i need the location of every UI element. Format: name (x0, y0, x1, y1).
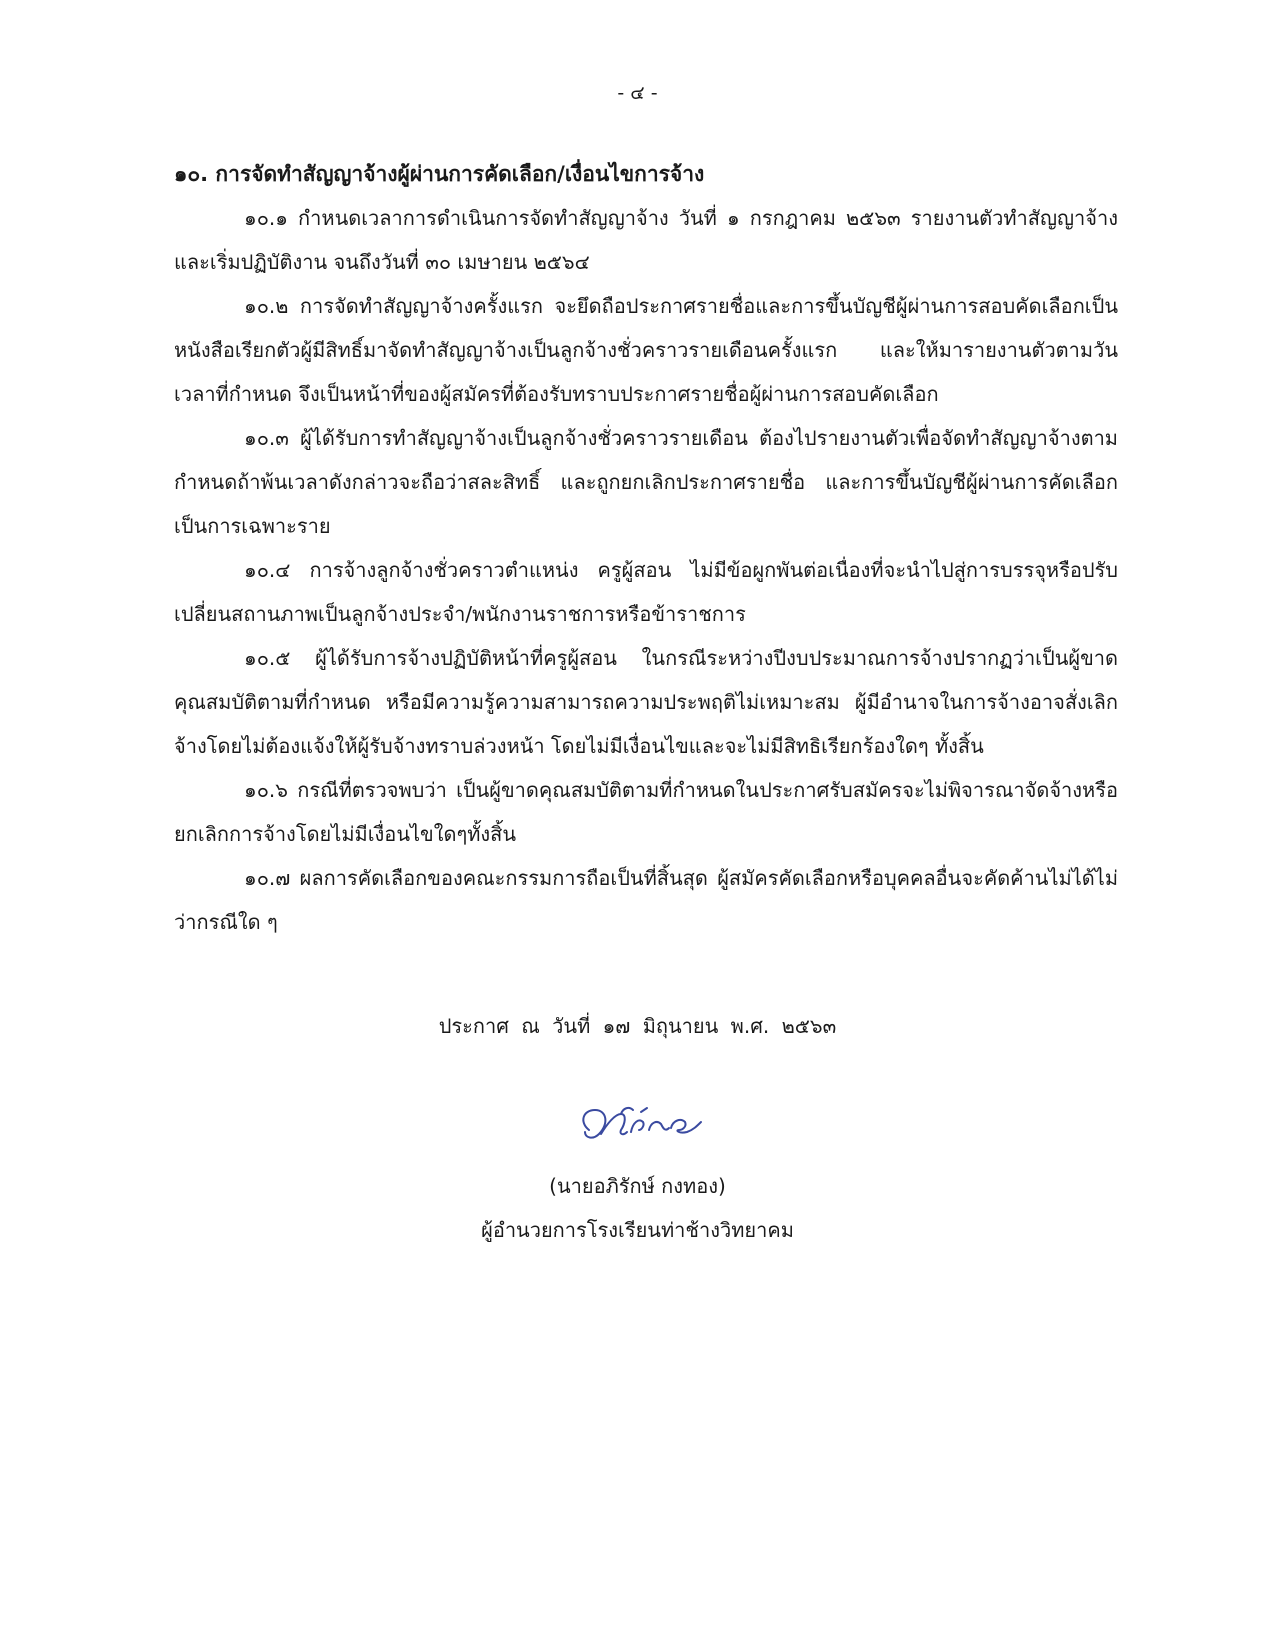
signer-position: ผู้อำนวยการโรงเรียนท่าช้างวิทยาคม (481, 1218, 794, 1242)
announcement-date: ประกาศ ณ วันที่ ๑๗ มิถุนายน พ.ศ. ๒๕๖๓ (438, 1014, 837, 1038)
clause-10-1: ๑๐.๑ กำหนดเวลาการดำเนินการจัดทำสัญญาจ้าง วันที่ ๑ กรกฎาคม ๒๕๖๓ รายงานตัวทำสัญญาจ้างและเริ่มปฏิบัติงาน จนถึงวันที่ ๓๐ เมษายน ๒๕๖๔ (174, 206, 1118, 274)
page-number: - ๔ - (617, 82, 658, 104)
clause-10-7: ๑๐.๗ ผลการคัดเลือกของคณะกรรมการถือเป็นที่สิ้นสุด ผู้สมัครคัดเลือกหรือบุคคลอื่นจะคัดค้านไม่ได้ไม่ว่ากรณีใด ๆ (174, 866, 1118, 934)
clause-10-3: ๑๐.๓ ผู้ได้รับการทำสัญญาจ้างเป็นลูกจ้างชั่วคราวรายเดือน ต้องไปรายงานตัวเพื่อจัดทำสัญญาจ้างตามกำหนดถ้าพ้นเวลาดังกล่าวจะถือว่าสละสิทธิ์ และถูกยกเลิกประกาศรายชื่อ และการขึ้นบัญชีผู้ผ่านการคัดเลือกเป็นการเฉพาะราย (174, 426, 1118, 538)
clause-10-5: ๑๐.๕ ผู้ได้รับการจ้างปฏิบัติหน้าที่ครูผู้สอน ในกรณีระหว่างปีงบประมาณการจ้างปรากฏว่าเป็นผู้ขาดคุณสมบัติตามที่กำหนด หรือมีความรู้ความสามารถความประพฤติไม่เหมาะสม ผู้มีอำนาจในการจ้างอาจสั่งเลิกจ้างโดยไม่ต้องแจ้งให้ผู้รับจ้างทราบล่วงหน้า โดยไม่มีเงื่อนไขและจะไม่มีสิทธิเรียกร้องใดๆ ทั้งสิ้น (174, 646, 1118, 758)
document-body (174, 152, 1118, 944)
handwritten-signature (575, 1100, 715, 1150)
signer-name: (นายอภิรักษ์ กงทอง) (549, 1174, 726, 1198)
section-heading: ๑๐. การจัดทำสัญญาจ้างผู้ผ่านการคัดเลือก/เงื่อนไขการจ้าง (174, 162, 705, 186)
clause-10-6: ๑๐.๖ กรณีที่ตรวจพบว่า เป็นผู้ขาดคุณสมบัติตามที่กำหนดในประกาศรับสมัครจะไม่พิจารณาจัดจ้างหรือยกเลิกการจ้างโดยไม่มีเงื่อนไขใดๆทั้งสิ้น (174, 778, 1118, 846)
clause-10-2: ๑๐.๒ การจัดทำสัญญาจ้างครั้งแรก จะยึดถือประกาศรายชื่อและการขึ้นบัญชีผู้ผ่านการสอบคัดเลือกเป็นหนังสือเรียกตัวผู้มีสิทธิ์มาจัดทำสัญญาจ้างเป็นลูกจ้างชั่วคราวรายเดือนครั้งแรก และให้มารายงานตัวตามวันเวลาที่กำหนด จึงเป็นหน้าที่ของผู้สมัครที่ต้องรับทราบประกาศรายชื่อผู้ผ่านการสอบคัดเลือก (174, 294, 1118, 406)
clause-10-4: ๑๐.๔ การจ้างลูกจ้างชั่วคราวตำแหน่ง ครูผู้สอน ไม่มีข้อผูกพันต่อเนื่องที่จะนำไปสู่การบรรจุหรือปรับเปลี่ยนสถานภาพเป็นลูกจ้างประจำ/พนักงานราชการหรือข้าราชการ (174, 558, 1118, 626)
